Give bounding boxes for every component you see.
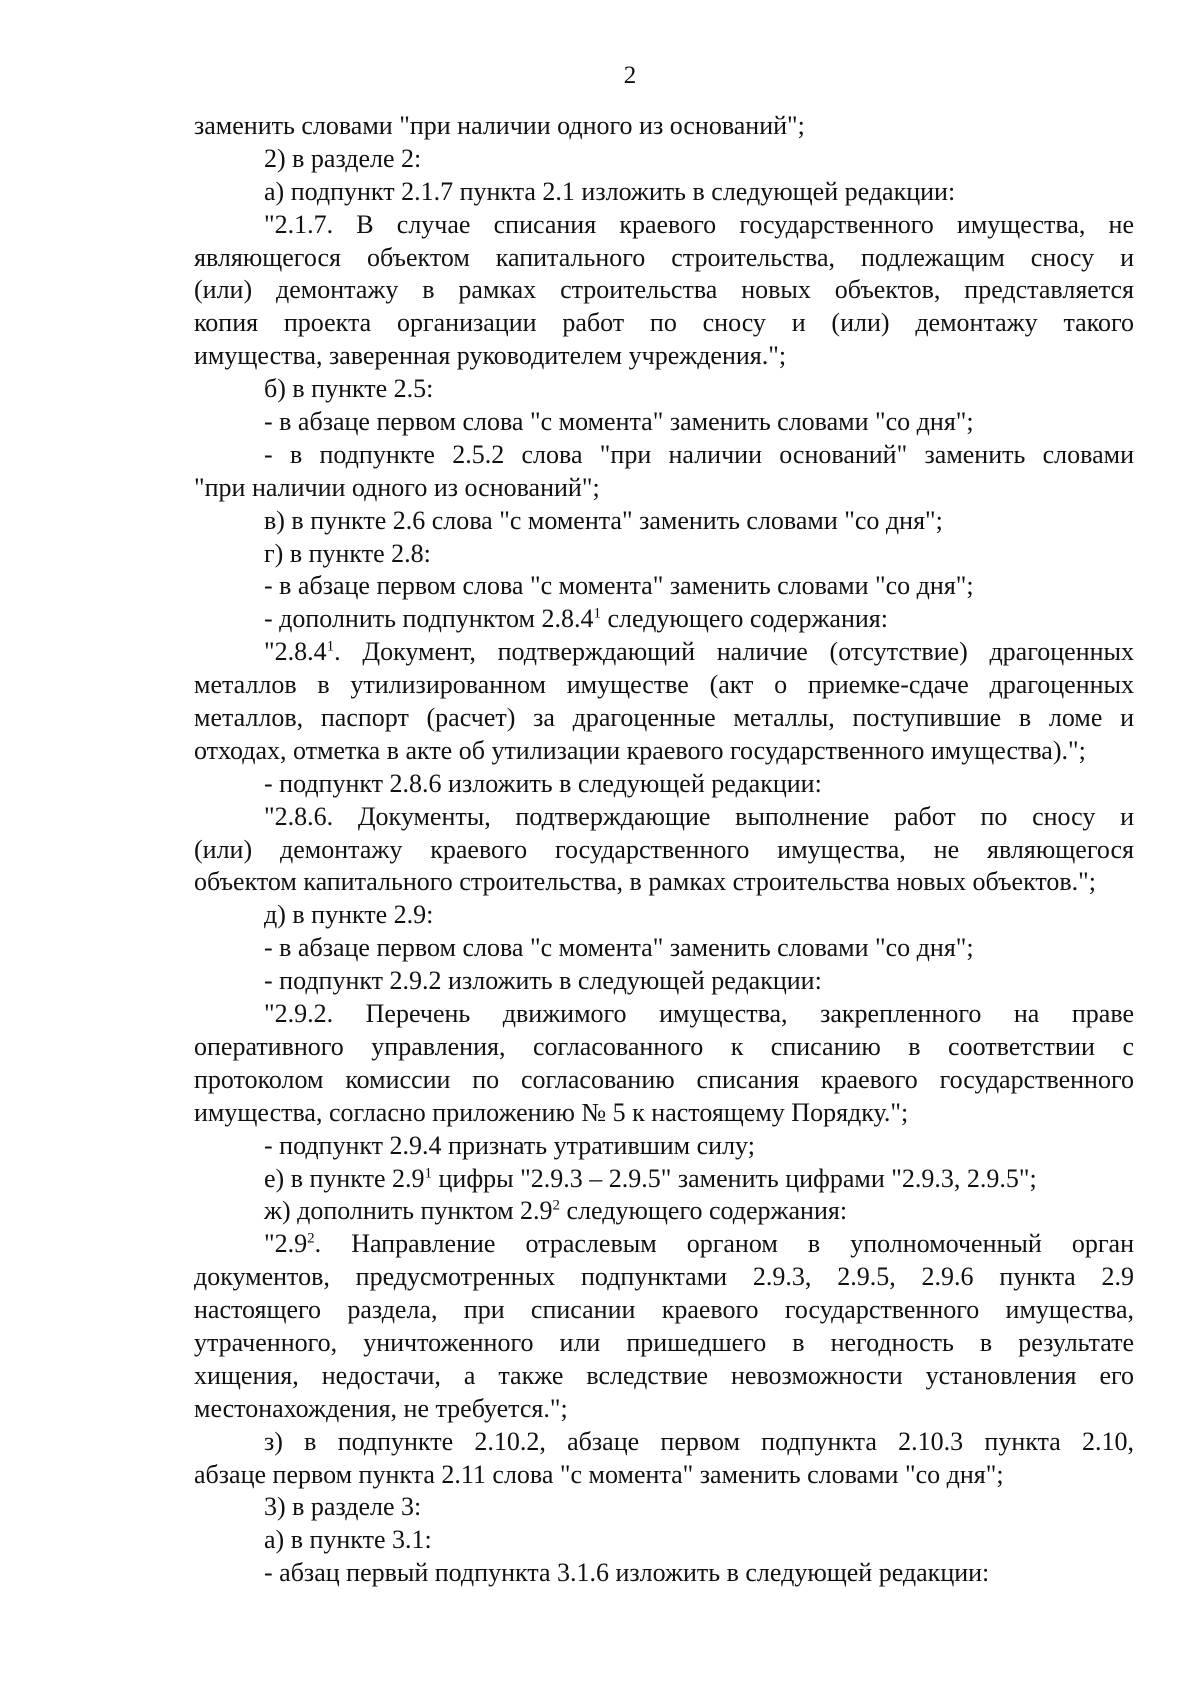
text-line: имущества, согласно приложению № 5 к настоящему Порядку."; [194, 1097, 909, 1127]
text-line: заменить словами "при наличии одного из оснований"; [194, 111, 805, 140]
text-line: "2.8.4$^1$. Документ, подтверждающий наличие (отсутствие) драгоценных [264, 637, 1134, 667]
text-line: а) подпункт 2.1.7 пункта 2.1 изложить в следующей редакции: [264, 176, 956, 206]
text-line: "2.9.2. Перечень движимого имущества, закрепленного на праве [264, 999, 1134, 1029]
text-line: "2.8.6. Документы, подтверждающие выполнение работ по сносу и [264, 801, 1134, 831]
text-line: - дополнить подпунктом 2.8.4$^1$ следующего содержания: [264, 604, 888, 634]
text-line: е) в пункте $2.9^1$ цифры "2.9.3 – 2.9.5" заменить цифрами "2.9.3, 2.9.5"; [264, 1163, 1037, 1193]
text-line: "при наличии одного из оснований"; [194, 472, 600, 502]
text-line: - абзац первый подпункта 3.1.6 изложить в следующей редакции: [264, 1558, 990, 1588]
superscript: 2 [552, 1197, 561, 1214]
text-line: отходах, отметка в акте об утилизации краевого государственного имущества)."; [194, 735, 1086, 765]
text-line: объектом капитального строительства, в рамках строительства новых объектов."; [194, 867, 1096, 897]
page-number: 2 [623, 62, 637, 89]
text-line: - подпункт 2.9.2 изложить в следующей редакции: [264, 966, 822, 996]
document-body [194, 110, 1134, 1590]
superscript: 1 [593, 605, 601, 622]
text-line: протоколом комиссии по согласованию списания краевого государственного [194, 1064, 1134, 1094]
text-line: - в абзаце первом слова "с момента" заменить словами "со дня"; [264, 571, 974, 601]
text-line: в) в пункте 2.6 слова "с момента" заменить словами "со дня"; [264, 505, 943, 535]
text-line: д) в пункте 2.9: [264, 900, 434, 930]
text-line: местонахождения, не требуется."; [194, 1393, 568, 1423]
text-line: (или) демонтажу краевого государственного имущества, не являющегося [194, 834, 1134, 864]
text-line: документов, предусмотренных подпунктами 2.9.3, 2.9.5, 2.9.6 пункта 2.9 [194, 1262, 1134, 1292]
text-line: металлов в утилизированном имуществе (акт о приемке-сдаче драгоценных [194, 670, 1134, 700]
text-line: 3) в разделе 3: [264, 1492, 422, 1522]
text-line: (или) демонтажу в рамках строительства новых объектов, представляется [194, 275, 1134, 305]
text-line: - подпункт 2.9.4 признать утратившим силу; [264, 1130, 755, 1160]
text-line: - в абзаце первом слова "с момента" заменить словами "со дня"; [264, 407, 974, 437]
text-line: имущества, заверенная руководителем учреждения."; [194, 341, 787, 371]
text-line: утраченного, уничтоженного или пришедшего в негодность в результате [194, 1327, 1134, 1357]
superscript: 1 [326, 638, 335, 655]
text-line: хищения, недостачи, а также вследствие невозможности установления его [194, 1360, 1134, 1390]
text-line: копия проекта организации работ по сносу и (или) демонтажу такого [194, 308, 1134, 338]
text-line: б) в пункте 2.5: [264, 374, 434, 404]
text-line: - подпункт 2.8.6 изложить в следующей редакции: [264, 768, 822, 798]
text-line: - в абзаце первом слова "с момента" заменить словами "со дня"; [264, 933, 974, 963]
text-line: з) в подпункте 2.10.2, абзаце первом подпункта 2.10.3 пункта 2.10, [264, 1426, 1134, 1456]
text-line: являющегося объектом капитального строительства, подлежащим сносу и [194, 242, 1134, 272]
text-line: настоящего раздела, при списании краевого государственного имущества, [194, 1295, 1134, 1325]
text-line: абзаце первом пункта 2.11 слова "с момента" заменить словами "со дня"; [194, 1459, 1004, 1489]
text-line: ж) дополнить пунктом $2.9^2$ следующего содержания: [264, 1196, 848, 1226]
text-line: а) в пункте 3.1: [264, 1525, 432, 1555]
text-line: г) в пункте 2.8: [264, 538, 431, 568]
superscript: 2 [307, 1230, 315, 1247]
superscript: 1 [424, 1164, 432, 1181]
text-line: 2) в разделе 2: [264, 143, 422, 173]
text-line: металлов, паспорт (расчет) за драгоценные металлы, поступившие в ломе и [194, 703, 1134, 733]
text-line: оперативного управления, согласованного к списанию в соответствии с [194, 1031, 1134, 1061]
text-line: "$2.9^2$. Направление отраслевым органом в уполномоченный орган [264, 1229, 1134, 1259]
text-line: "2.1.7. В случае списания краевого государственного имущества, не [264, 209, 1134, 239]
text-line: - в подпункте 2.5.2 слова "при наличии оснований" заменить словами [264, 439, 1134, 469]
